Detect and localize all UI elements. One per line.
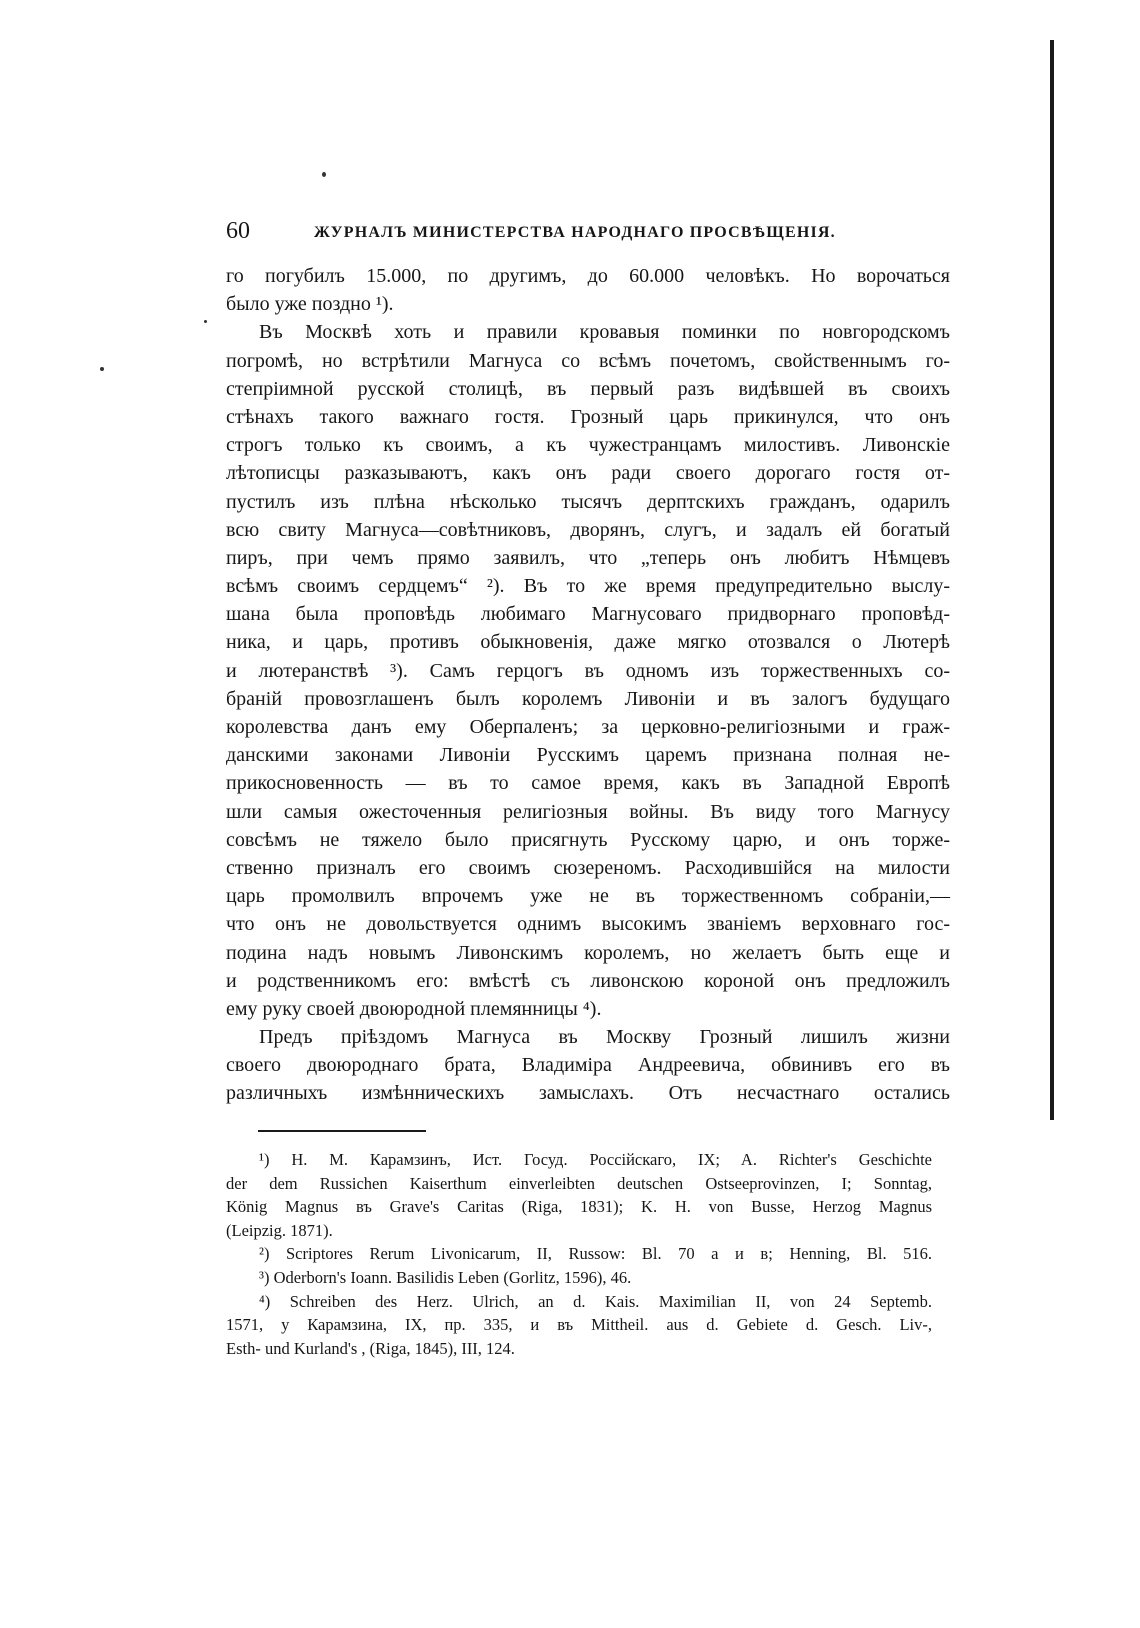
- text-line: шана была проповѣдь любимаго Магнусоваго придворнаго проповѣд-: [226, 603, 950, 626]
- text-line: Въ Москвѣ хоть и правили кровавыя поминки по новгородскомъ: [259, 321, 950, 344]
- text-line: всю свиту Магнуса—совѣтниковъ, дворянъ, слугъ, и задалъ ей богатый: [226, 518, 950, 541]
- text-line: подина надъ новымъ Ливонскимъ королемъ, но желаетъ быть еще и: [226, 941, 950, 964]
- text-line: данскими законами Ливоніи Русскимъ царемъ признана полная не-: [226, 744, 950, 767]
- text-line: совсѣмъ не тяжело было присягнуть Русскому царю, и онъ торже-: [226, 828, 950, 851]
- text-line: ника, и царь, противъ обыкновенія, даже мягко отозвался о Лютерѣ: [226, 631, 950, 654]
- text-line: степріимной русской столицѣ, въ первый разъ видѣвшей въ своихъ: [226, 377, 950, 400]
- footnote-line: ⁴) Schreiben des Herz. Ulrich, an d. Kais. Maximilian II, von 24 Septemb.: [259, 1291, 932, 1311]
- footnote-line: 1571, у Карамзина, IX, пр. 335, и въ Mittheil. aus d. Gebiete d. Gesch. Liv-,: [226, 1315, 932, 1335]
- page-number: 60: [226, 218, 250, 244]
- text-line: и лютеранствѣ ³). Самъ герцогъ въ одномъ изъ торжественныхъ со-: [226, 659, 950, 682]
- footnote-separator: [258, 1130, 426, 1132]
- text-line: королевства данъ ему Оберпаленъ; за церковно-религіозными и граж-: [226, 716, 950, 738]
- text-line: стѣнахъ такого важнаго гостя. Грозный царь прикинулся, что онъ: [226, 405, 950, 428]
- text-line: ему руку своей двоюродной племянницы ⁴).: [226, 997, 602, 1020]
- footnotes: [226, 1148, 932, 1360]
- running-header: [226, 220, 956, 250]
- footnote-line: ²) Scriptores Rerum Livonicarum, II, Russow: Bl. 70 а и в; Henning, Bl. 516.: [259, 1244, 932, 1264]
- footnote-line: ¹) Н. М. Карамзинъ, Ист. Госуд. Россійскаго, IX; A. Richter's Geschichte: [259, 1150, 932, 1169]
- scan-speck: [100, 367, 104, 371]
- footnote-line: der dem Russichen Kaiserthum einverleibten deutschen Ostseeprovinzen, I; Sonntag,: [226, 1173, 932, 1193]
- text-line: погромѣ, но встрѣтили Магнуса со всѣмъ почетомъ, свойственнымъ го-: [226, 349, 950, 372]
- text-line: шли самыя ожесточенныя религіозныя войны. Въ виду того Магнусу: [226, 800, 950, 823]
- text-line: царь промолвилъ впрочемъ уже не въ торжественномъ собраніи,—: [226, 885, 950, 908]
- scan-speck: [204, 320, 207, 323]
- page-edge-line: [1050, 40, 1054, 1120]
- footnote-line: ³) Oderborn's Ioann. Basilidis Leben (Gorlitz, 1596), 46.: [259, 1267, 632, 1287]
- footnote-line: (Leipzig. 1871).: [226, 1220, 333, 1240]
- text-line: пиръ, при чемъ прямо заявилъ, что „теперь онъ любитъ Нѣмцевъ: [226, 546, 950, 569]
- journal-title: ЖУРНАЛЪ МИНИСТЕРСТВА НАРОДНАГО ПРОСВѢЩЕНІЯ.: [314, 224, 836, 241]
- text-line: ственно призналъ его своимъ сюзереномъ. Расходившійся на милости: [226, 856, 950, 879]
- text-line: прикосновенность — въ то самое время, какъ въ Западной Европѣ: [226, 772, 950, 795]
- text-line: было уже поздно ¹).: [226, 293, 394, 316]
- text-line: браній провозглашенъ былъ королемъ Ливоніи и въ залогъ будущаго: [226, 687, 950, 710]
- main-text: [226, 262, 950, 1108]
- text-line: различныхъ измѣнническихъ замыслахъ. Отъ несчастнаго остались: [226, 1082, 950, 1105]
- text-line: своего двоюроднаго брата, Владиміра Андреевича, обвинивъ его въ: [226, 1054, 950, 1077]
- text-line: пустилъ изъ плѣна нѣсколько тысячъ дерптскихъ гражданъ, одарилъ: [226, 490, 950, 513]
- footnote-line: König Magnus въ Grave's Caritas (Riga, 1831); K. H. von Busse, Herzog Magnus: [226, 1197, 932, 1217]
- text-line: лѣтописцы разказываютъ, какъ онъ ради своего дорогаго гостя от-: [226, 462, 950, 485]
- text-line: Предъ пріѣздомъ Магнуса въ Москву Грозный лишилъ жизни: [259, 1026, 950, 1049]
- text-line: что онъ не довольствуется однимъ высокимъ званіемъ верховнаго гос-: [226, 913, 950, 936]
- text-line: всѣмъ своимъ сердцемъ“ ²). Въ то же время предупредительно выслу-: [226, 575, 950, 598]
- footnote-line: Esth- und Kurland's , (Riga, 1845), III, 124.: [226, 1338, 515, 1358]
- text-line: строгъ только къ своимъ, а къ чужестранцамъ милостивъ. Ливонскіе: [226, 434, 950, 457]
- text-line: го погубилъ 15.000, по другимъ, до 60.000 человѣкъ. Но ворочаться: [226, 265, 950, 287]
- text-line: и родственникомъ его: вмѣстѣ съ ливонскою короной онъ предложилъ: [226, 969, 950, 992]
- scan-speck: [322, 172, 326, 177]
